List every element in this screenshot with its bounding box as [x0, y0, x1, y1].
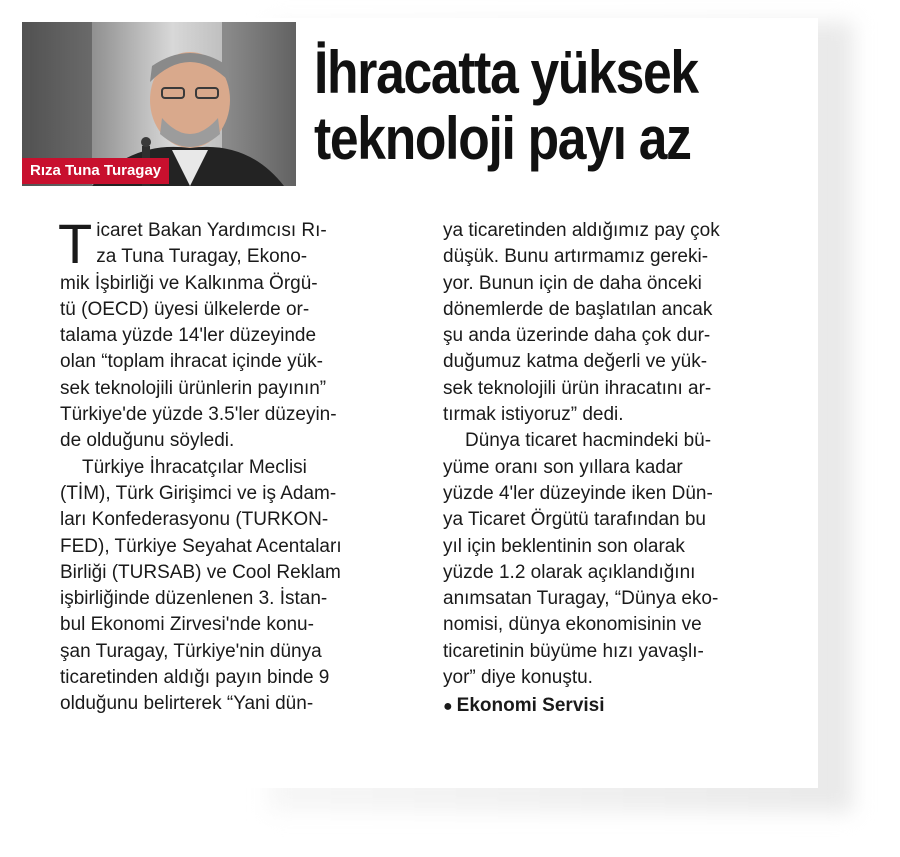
text-line: nomisi, dünya ekonomisinin ve [443, 614, 702, 636]
article-column-1 [58, 212, 400, 718]
text-line: yor. Bunun için de daha önceki [443, 272, 702, 294]
text-line: yüme oranı son yıllara kadar [443, 456, 683, 478]
text-line: dönemlerde de başlatılan ancak [443, 298, 713, 320]
text-line: (TİM), Türk Girişimci ve iş Adam- [60, 482, 337, 504]
text-line: FED), Türkiye Seyahat Acentaları [60, 535, 342, 557]
text-line: şan Turagay, Türkiye'nin dünya [60, 640, 322, 662]
byline-text: Ekonomi Servisi [456, 695, 605, 717]
text-line: tırmak istiyoruz” dedi. [443, 404, 624, 426]
text-line: tü (OECD) üyesi ülkelerde or- [60, 298, 310, 320]
text-line: ları Konfederasyonu (TURKON- [60, 509, 329, 531]
headline-line-1: İhracatta yüksek [314, 39, 698, 106]
headline-line-2: teknoloji payı az [314, 105, 691, 172]
headline [314, 40, 744, 172]
text-line: anımsatan Turagay, “Dünya eko- [443, 588, 719, 610]
text-line: yıl için beklentinin son olarak [443, 535, 685, 557]
text-line: düşük. Bunu artırmamız gereki- [443, 246, 709, 268]
newspaper-clipping [18, 18, 818, 788]
bullet-icon: ● [443, 698, 453, 716]
text-line: icaret Bakan Yardımcısı Rı- [96, 220, 327, 241]
text-line: işbirliğinde düzenlenen 3. İstan- [60, 588, 328, 610]
text-line: talama yüzde 14'ler düzeyinde [60, 325, 317, 347]
text-line: duğumuz katma değerli ve yük- [443, 351, 708, 373]
photo-caption: Rıza Tuna Turagay [22, 158, 169, 184]
text-line: de olduğunu söyledi. [60, 430, 235, 452]
text-line: yüzde 1.2 olarak açıklandığını [443, 561, 696, 583]
text-line: yüzde 4'ler düzeyinde iken Dün- [443, 482, 713, 504]
text-line: sek teknolojili ürün ihracatını ar- [443, 377, 712, 399]
text-line: sek teknolojili ürünlerin payının” [60, 377, 327, 399]
byline [443, 693, 803, 720]
text-line: şu anda üzerinde daha çok dur- [443, 325, 711, 347]
text-line: ya ticaretinden aldığımız pay çok [443, 220, 720, 241]
text-line: olduğunu belirterek “Yani dün- [60, 693, 314, 715]
text-line: olan “toplam ihracat içinde yük- [60, 351, 323, 373]
text-line: ticaretinin büyüme hızı yavaşlı- [443, 640, 704, 662]
text-line: Birliği (TURSAB) ve Cool Reklam [60, 561, 341, 583]
text-line: ticaretinden aldığı payın binde 9 [60, 667, 330, 689]
article-column-2 [443, 218, 803, 721]
text-line: ya Ticaret Örgütü tarafından bu [443, 509, 706, 531]
text-line: Türkiye İhracatçılar Meclisi [82, 456, 307, 478]
text-line: mik İşbirliği ve Kalkınma Örgü- [60, 272, 318, 294]
text-line: Türkiye'de yüzde 3.5'ler düzeyin- [60, 404, 337, 426]
text-line: Dünya ticaret hacmindeki bü- [465, 430, 712, 452]
text-line: bul Ekonomi Zirvesi'nde konu- [60, 614, 314, 636]
text-line: za Tuna Turagay, Ekono- [96, 246, 308, 268]
text-line: yor” diye konuştu. [443, 667, 593, 689]
drop-cap: T [58, 212, 93, 275]
